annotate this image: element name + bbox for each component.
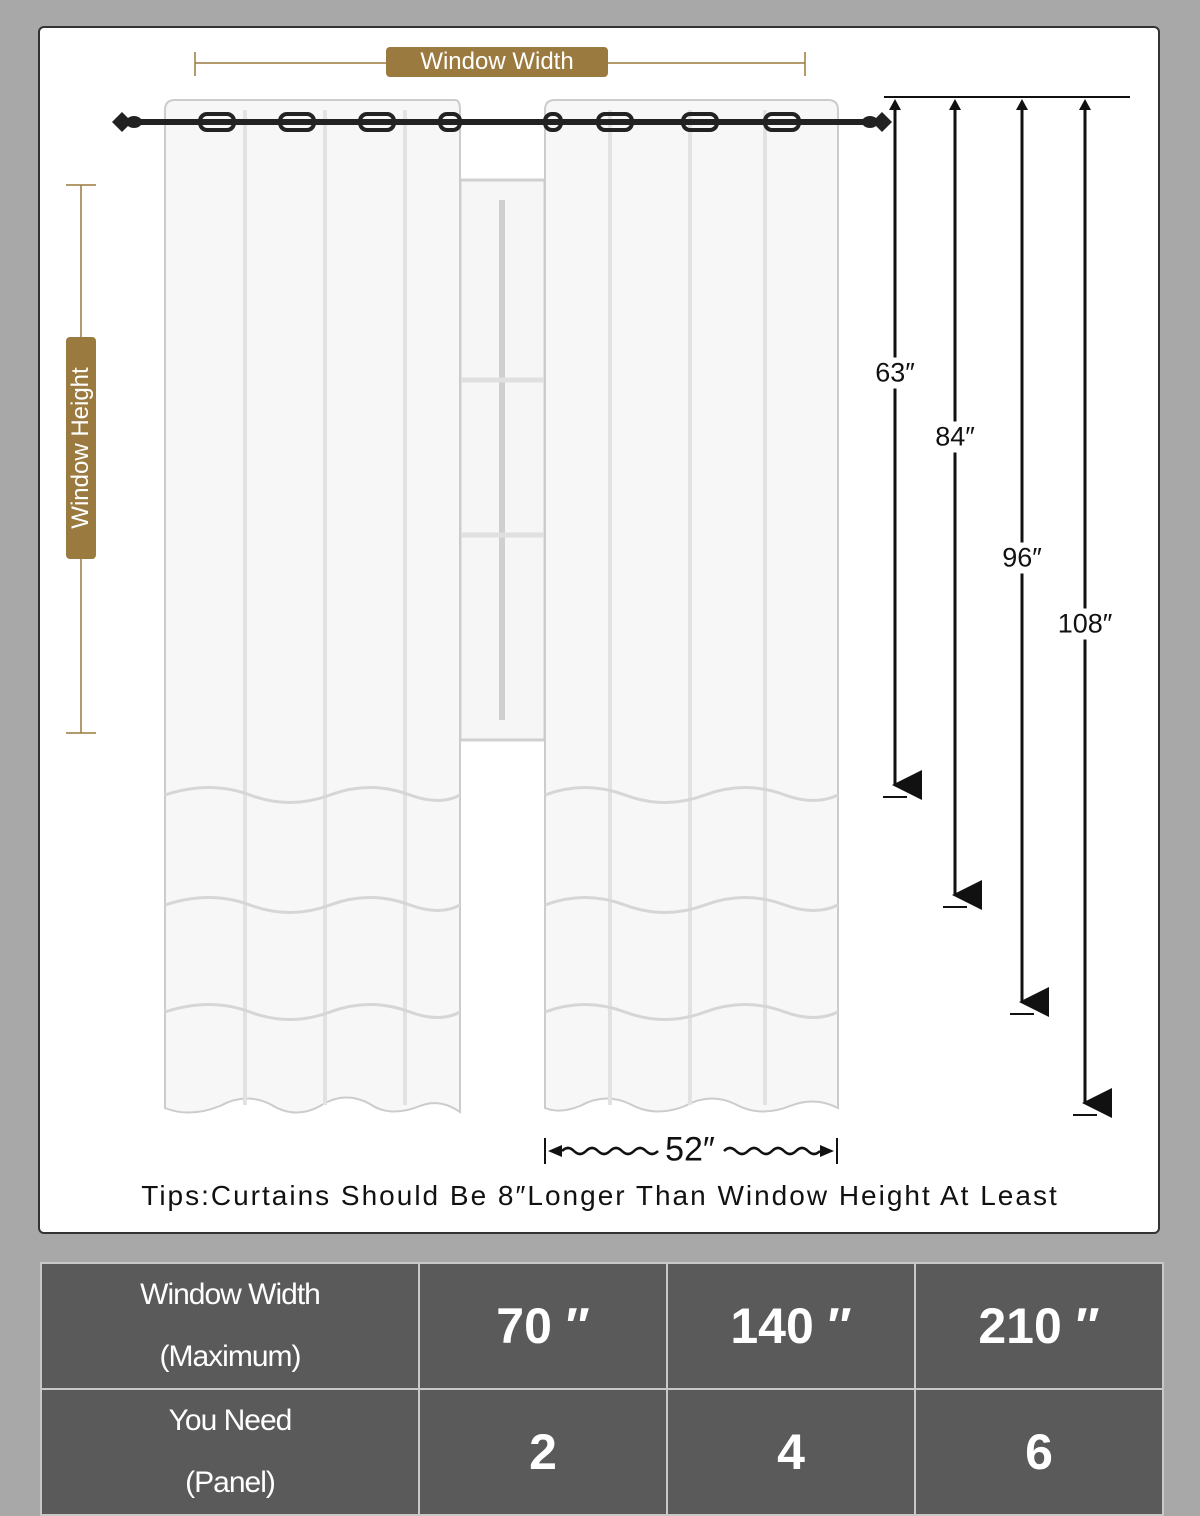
row-header-line2: (Panel) <box>185 1466 275 1499</box>
panel-count: 4 <box>667 1389 915 1515</box>
length-108: 108″ <box>1057 608 1113 639</box>
table-row <box>41 1263 1163 1389</box>
row-header-line1: Window Width <box>140 1278 320 1311</box>
window-height-label: Window Height <box>67 367 94 529</box>
curtain-panel-left <box>165 100 460 1113</box>
table-row <box>41 1389 1163 1515</box>
window-height-label-box <box>66 337 96 559</box>
length-96: 96″ <box>1002 542 1042 573</box>
tip-text: Tips:Curtains Should Be 8″Longer Than Window Height At Least <box>141 1180 1059 1211</box>
window-width-label: Window Width <box>386 47 608 77</box>
row-header-window-width <box>41 1263 419 1389</box>
width-value: 70 ″ <box>419 1263 667 1389</box>
width-value: 210 ″ <box>915 1263 1163 1389</box>
curtain-panel-right <box>545 100 838 1112</box>
length-63: 63″ <box>875 357 915 388</box>
width-value: 140 ″ <box>667 1263 915 1389</box>
length-84: 84″ <box>935 421 975 452</box>
size-table <box>40 1262 1164 1516</box>
row-header-line2: (Maximum) <box>159 1340 301 1373</box>
length-arrows <box>883 97 1130 1115</box>
panel-count: 2 <box>419 1389 667 1515</box>
panel-width-label: 52″ <box>661 1131 719 1170</box>
row-header-line1: You Need <box>168 1404 292 1437</box>
row-header-panels <box>41 1389 419 1515</box>
panel-count: 6 <box>915 1389 1163 1515</box>
